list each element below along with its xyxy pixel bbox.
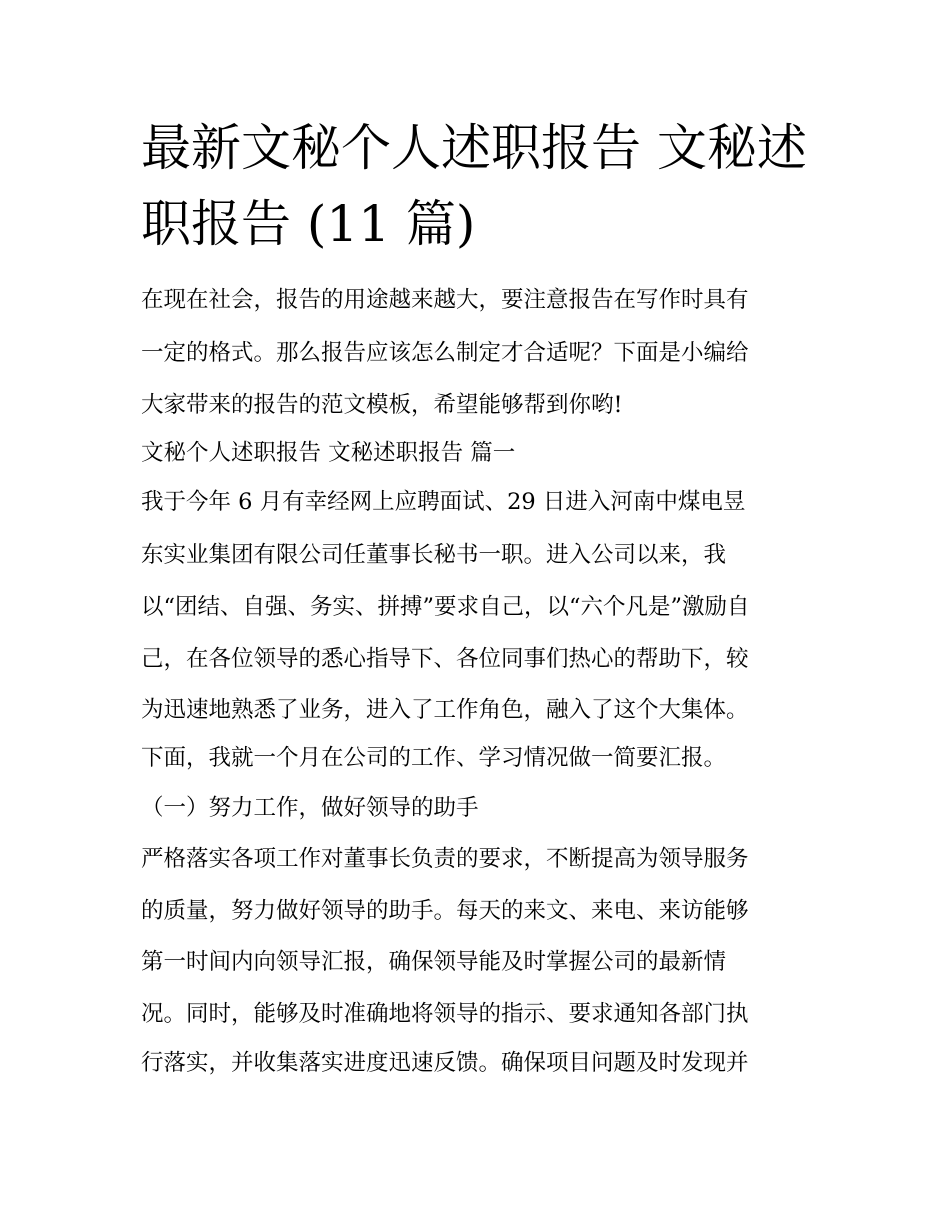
subsection-heading: （一）努力工作，做好领导的助手 bbox=[141, 795, 479, 821]
paragraph-line: 东实业集团有限公司任董事长秘书一职。进入公司以来，我 bbox=[141, 542, 727, 568]
paragraph-line: 下面，我就一个月在公司的工作、学习情况做一简要汇报。 bbox=[141, 745, 727, 771]
paragraph-line: 况。同时，能够及时准确地将领导的指示、要求通知各部门执 bbox=[141, 1001, 749, 1027]
document-title bbox=[141, 110, 831, 262]
intro-line: 一定的格式。那么报告应该怎么制定才合适呢？下面是小编给 bbox=[141, 340, 749, 366]
paragraph-line: 行落实，并收集落实进度迅速反馈。确保项目问题及时发现并 bbox=[141, 1050, 749, 1076]
paragraph-line: 己，在各位领导的悉心指导下、各位同事们热心的帮助下，较 bbox=[141, 646, 749, 672]
paragraph-line: 的质量，努力做好领导的助手。每天的来文、来电、来访能够 bbox=[141, 898, 749, 924]
intro-line: 在现在社会，报告的用途越来越大，要注意报告在写作时具有 bbox=[141, 287, 749, 313]
paragraph-line: 严格落实各项工作对董事长负责的要求，不断提高为领导服务 bbox=[141, 846, 749, 872]
paragraph-line: 为迅速地熟悉了业务，进入了工作角色，融入了这个大集体。 bbox=[141, 697, 749, 723]
paragraph-line: 第一时间内向领导汇报，确保领导能及时掌握公司的最新情 bbox=[141, 949, 727, 975]
paragraph-line: 我于今年 6 月有幸经网上应聘面试、29 日进入河南中煤电昱 bbox=[141, 489, 746, 515]
paragraph-line: 以“团结、自强、务实、拼搏”要求自己，以“六个凡是”激励自 bbox=[141, 594, 750, 620]
title-line-2: 职报告 (11 篇) bbox=[141, 195, 476, 253]
intro-line: 大家带来的报告的范文模板，希望能够帮到你哟! bbox=[141, 392, 623, 418]
section-heading: 文秘个人述职报告 文秘述职报告 篇一 bbox=[141, 440, 516, 466]
title-line-1: 最新文秘个人述职报告 文秘述 bbox=[141, 119, 807, 177]
